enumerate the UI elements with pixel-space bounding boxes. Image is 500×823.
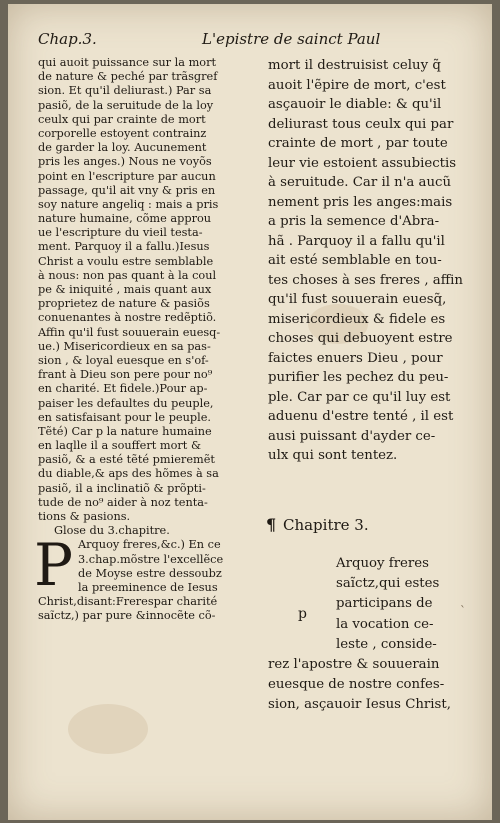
glose-line: Christ,disant:Frerespar charité	[38, 595, 218, 609]
chapter-line: saĩctz,qui estes	[336, 576, 440, 592]
chapter-heading	[266, 515, 466, 534]
text-line: deliurast tous ceulx qui par	[268, 116, 454, 132]
glose-line: Arquoy freres,&c.) En ce	[78, 538, 221, 552]
gloss-line: proprietez de nature & pasiõs	[38, 297, 210, 311]
running-header	[32, 26, 468, 52]
text-line: à seruitude. Car il n'a aucũ	[268, 175, 452, 190]
text-line: aduenu d'estre tenté , il est	[268, 409, 454, 424]
text-line: faictes enuers Dieu , pour	[268, 350, 443, 366]
chapter-label: Chap.3.	[38, 30, 97, 48]
gloss-line: ceulx qui par crainte de mort	[38, 112, 206, 126]
gloss-line: paiser les defaultes du peuple,	[38, 396, 214, 410]
gloss-line: conuenantes à nostre redẽptiõ.	[38, 311, 217, 325]
gloss-line: pasiõ, & a esté tẽté pmieremẽt	[38, 453, 215, 467]
text-line: hã . Parquoy il a fallu qu'il	[268, 233, 445, 249]
gloss-line: sion , & loyal euesque en s'of-	[38, 353, 209, 367]
glose-line: 3.chap.mõstre l'excellẽce	[78, 552, 224, 566]
text-line: qu'il fust souuerain euesq̃,	[268, 292, 447, 307]
gloss-line: corporelle estoyent contrainz	[38, 126, 207, 140]
margin-tick: ˋ	[460, 604, 466, 618]
gloss-line: en laqlle il a souffert mort &	[38, 439, 201, 453]
gloss-line: ue l'escripture du vieil testa-	[38, 226, 203, 240]
gloss-line: point en l'escripture par aucun	[38, 169, 216, 183]
chapter-line: participans de	[336, 596, 433, 612]
gloss-line: ment. Parquoy il a fallu.)Iesus	[38, 240, 210, 254]
gloss-line: pasiõ, de la seruitude de la loy	[38, 98, 214, 112]
text-line: ausi puissant d'ayder ce-	[268, 428, 436, 444]
gloss-line: sion. Et qu'il deliurast.) Par sa	[38, 84, 212, 98]
gloss-line: pris les anges.) Nous ne voyõs	[38, 155, 212, 169]
left-column-gloss	[34, 56, 253, 624]
gloss-line: Affin qu'il fust souuerain euesq-	[38, 325, 221, 339]
text-line: ait esté semblable en tou-	[268, 253, 442, 268]
gloss-line: du diable,& aps des hõmes à sa	[38, 467, 219, 481]
gloss-line: pasiõ, il a inclinatiõ & prõpti-	[38, 481, 206, 495]
gloss-line: nature humaine, cõme approu	[38, 212, 212, 226]
chapter-line: euesque de nostre confes-	[268, 677, 445, 693]
text-line: asçauoir le diable: & qu'il	[268, 97, 442, 112]
chapter-line: leste , conside-	[336, 636, 437, 652]
gloss-line: frant à Dieu son pere pour no⁹	[38, 368, 213, 382]
text-line: nement pris les anges:mais	[268, 194, 453, 210]
gloss-line: de garder la loy. Aucunement	[38, 141, 207, 155]
gloss-line: qui auoit puissance sur la mort	[38, 56, 217, 69]
gloss-line: tude de no⁹ aider à noz tenta-	[38, 495, 208, 509]
gloss-line: tions & pasions.	[38, 510, 131, 523]
gloss-line: passage, qu'il ait vny & pris en	[38, 183, 216, 197]
pilcrow-mark: ¶	[266, 515, 277, 534]
chapter-line: la vocation ce-	[336, 616, 434, 632]
gloss-line: soy nature angeliq : mais a pris	[38, 197, 219, 211]
chapter-body	[268, 554, 468, 716]
glose-heading: Glose du 3.chapitre.	[54, 524, 170, 538]
gloss-line: pe & iniquité , mais quant aux	[38, 283, 212, 296]
running-title: L'epistre de sainct Paul	[202, 30, 381, 48]
page-stain	[68, 704, 148, 754]
chapter-title: Chapitre 3.	[282, 516, 369, 534]
gloss-line: à nous: non pas quant à la coul	[38, 268, 217, 282]
text-line: mort il destruisist celuy q̃	[268, 58, 441, 73]
gloss-line: Tẽté) Car p la nature humaine	[38, 424, 212, 438]
glose-drop-cap: P	[34, 531, 74, 600]
text-line: auoit l'ẽpire de mort, c'est	[268, 77, 446, 93]
chapter-line: Arquoy freres	[336, 556, 429, 571]
glose-line: la preeminence de Iesus	[78, 580, 218, 594]
text-line: a pris la semence d'Abra-	[268, 214, 440, 229]
chapter-line: sion, asçauoir Iesus Christ,	[268, 697, 451, 713]
text-line: choses qui debuoyent estre	[268, 331, 453, 346]
gloss-line: de nature & peché par trãsgref	[38, 70, 218, 84]
text-line: leur vie estoient assubiectis	[268, 155, 457, 171]
chapter-line: rez l'apostre & souuerain	[268, 656, 440, 672]
gloss-line: Christ a voulu estre semblable	[38, 254, 214, 268]
gloss-line: en satisfaisant pour le peuple.	[38, 410, 212, 424]
text-line: ulx qui sont tentez.	[268, 448, 398, 463]
text-line: purifier les pechez du peu-	[268, 370, 449, 385]
text-line: ple. Car par ce qu'il luy est	[268, 389, 451, 405]
text-line: misericordieux & fidele es	[268, 311, 446, 327]
chapter-drop-cap: p	[298, 606, 307, 622]
glose-line: saĩctz,) par pure &innocẽte cõ-	[38, 609, 216, 623]
text-line: crainte de mort , par toute	[268, 136, 448, 151]
right-column-text	[268, 56, 464, 466]
glose-line: de Moyse estre dessoubz	[78, 566, 222, 580]
text-line: tes choses à ses freres , affin	[268, 272, 463, 288]
gloss-line: en charité. Et fidele.)Pour ap-	[38, 382, 208, 396]
gloss-line: ue.) Misericordieux en sa pas-	[38, 339, 211, 353]
book-page	[8, 4, 492, 820]
